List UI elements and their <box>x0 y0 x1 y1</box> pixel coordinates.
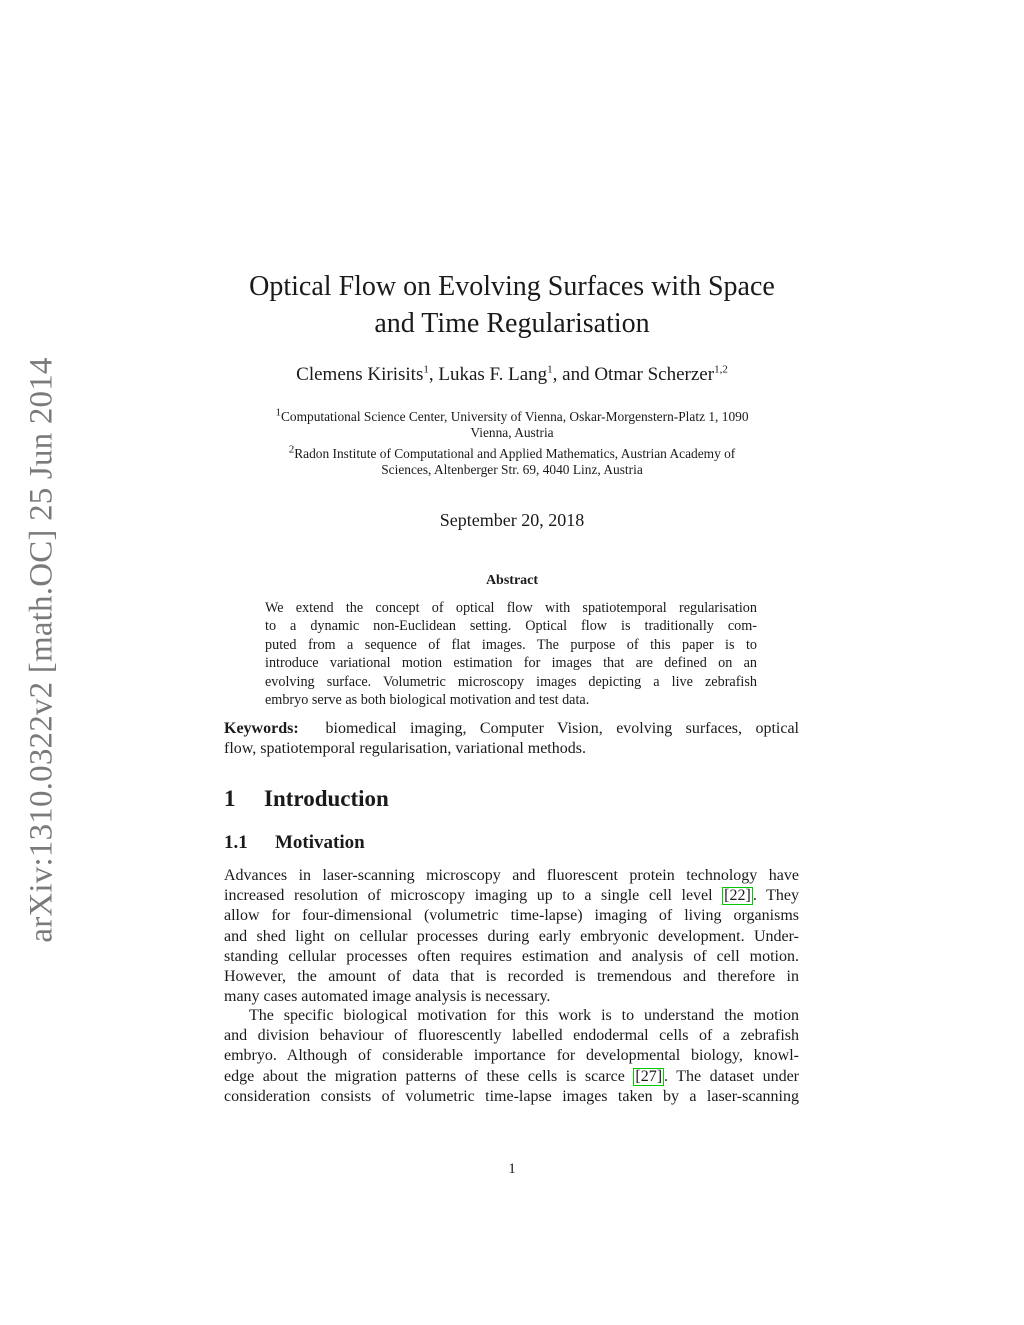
abstract-line: We extend the concept of optical flow with spatiotemporal regularisation <box>265 600 757 616</box>
keywords <box>224 719 799 759</box>
author-affiliation-mark: 1,2 <box>714 363 728 376</box>
paragraph-line: increased resolution of microscopy imaging up to a single cell level [22] . They <box>224 887 799 905</box>
paragraph-line: consideration consists of volumetric time-lapse images taken by a laser-scanning <box>224 1087 799 1105</box>
paper-title-line-1: Optical Flow on Evolving Surfaces with Space <box>249 271 775 302</box>
author-list <box>200 362 824 388</box>
paragraph-line: standing cellular processes often requires estimation and analysis of cell motion. <box>224 947 799 965</box>
paragraph-1 <box>224 866 799 1007</box>
paragraph-line: However, the amount of data that is recorded is tremendous and therefore in <box>224 968 799 986</box>
affiliation-1 <box>230 406 794 441</box>
affiliation-text: Computational Science Center, University of Vienna, Oskar-Morgenstern-Platz 1, 1090 <box>280 409 749 424</box>
affiliation-2 <box>230 443 794 478</box>
affiliation-text: Vienna, Austria <box>470 425 554 440</box>
page-number: 1 <box>508 1161 516 1177</box>
abstract-body <box>265 599 757 709</box>
affiliation-mark: 1 <box>275 406 281 419</box>
paragraph-line: and division behaviour of fluorescently labelled endodermal cells of a zebrafish <box>224 1027 799 1045</box>
affiliation-text: Sciences, Altenberger Str. 69, 4040 Linz, Austria <box>381 462 643 477</box>
section-heading <box>224 786 389 812</box>
author-name: Clemens Kirisits <box>296 364 424 385</box>
citation-link[interactable]: [22] <box>724 887 751 905</box>
abstract-line: embryo serve as both biological motivation and test data. <box>265 692 590 709</box>
section-title: Introduction <box>264 786 389 811</box>
publication-date: September 20, 2018 <box>439 510 585 530</box>
paragraph-line: embryo. Although of considerable importance for developmental biology, knowl- <box>224 1047 799 1065</box>
author-separator: , and <box>552 364 595 385</box>
abstract-line: puted from a sequence of flat images. The purpose of this paper is to <box>265 636 757 653</box>
affiliation-text: Radon Institute of Computational and Applied Mathematics, Austrian Academy of <box>294 446 736 461</box>
author-name: Lukas F. Lang <box>438 364 548 385</box>
subsection-number: 1.1 <box>224 832 248 853</box>
author-affiliation-mark: 1 <box>423 363 429 376</box>
paragraph-line: edge about the migration patterns of these cells is scarce [27] . The dataset under <box>224 1067 800 1085</box>
abstract-heading: Abstract <box>485 573 539 588</box>
subsection-heading <box>224 832 365 854</box>
paragraph-line: allow for four-dimensional (volumetric time-lapse) imaging of living organisms <box>224 907 799 925</box>
paragraph-2 <box>224 1006 799 1107</box>
paragraph-line: and shed light on cellular processes during early embryonic development. Under- <box>224 927 799 945</box>
keywords-text: flow, spatiotemporal regularisation, variational methods. <box>224 740 586 757</box>
arxiv-identifier-stamp[interactable]: arXiv:1310.0322v2 [math.OC] 25 Jun 2014 <box>23 357 60 943</box>
author-name: Otmar Scherzer <box>594 364 715 385</box>
paragraph-line: many cases automated image analysis is necessary. <box>224 988 551 1006</box>
citation-link[interactable]: [27] <box>635 1067 663 1085</box>
author-affiliation-mark: 1 <box>547 363 553 376</box>
abstract-line: evolving surface. Volumetric microscopy images depicting a live zebrafish <box>265 673 757 690</box>
paragraph-line: Advances in laser-scanning microscopy and fluorescent protein technology have <box>224 867 799 884</box>
keywords-label: Keywords: <box>224 720 299 737</box>
abstract-line: introduce variational motion estimation for images that are defined on an <box>265 655 757 672</box>
paragraph-line: The specific biological motivation for this work is to understand the motion <box>249 1007 799 1024</box>
subsection-title: Motivation <box>275 832 365 853</box>
paper-title <box>200 268 824 342</box>
section-number: 1 <box>224 786 236 811</box>
abstract-line: to a dynamic non-Euclidean setting. Optical flow is traditionally com- <box>265 618 757 635</box>
author-separator: , <box>428 364 439 385</box>
keywords-text: biomedical imaging, Computer Vision, evolving surfaces, optical <box>325 720 800 737</box>
affiliation-mark: 2 <box>288 443 295 456</box>
paper-title-line-2: and Time Regularisation <box>374 308 650 339</box>
